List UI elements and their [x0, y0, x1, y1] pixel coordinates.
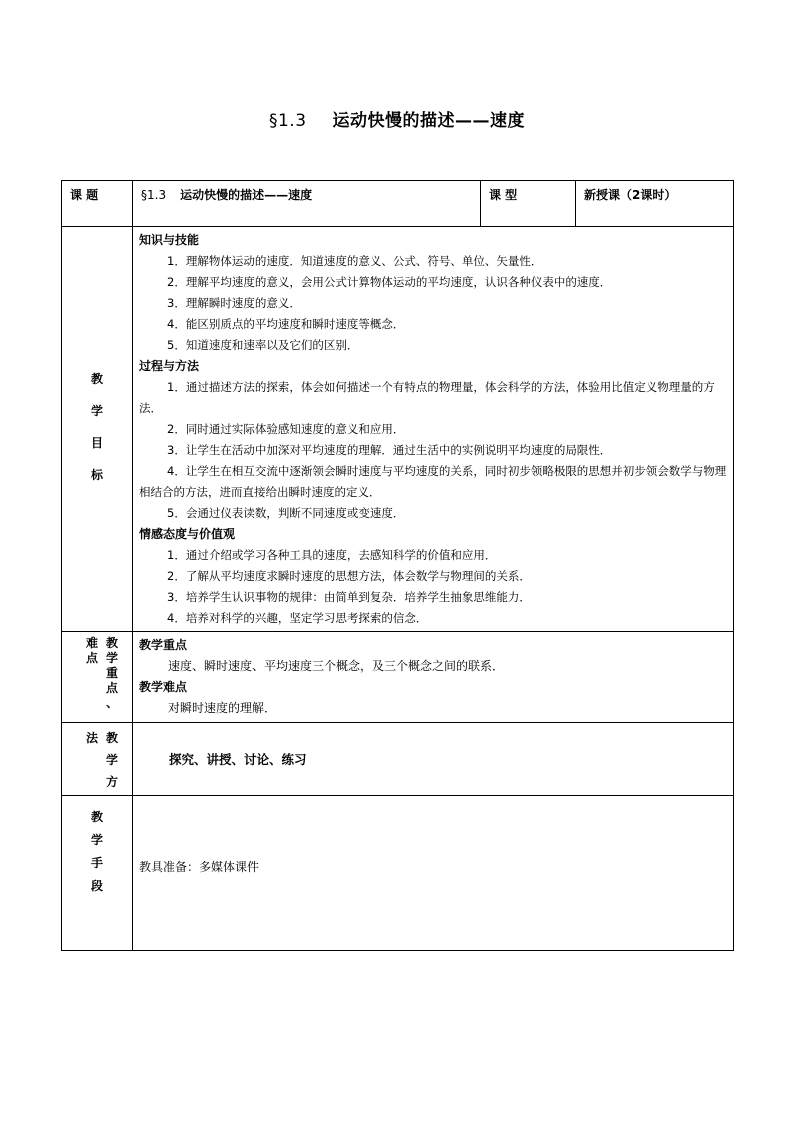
objectives-label-char: 学	[90, 404, 103, 418]
difficulties-label-char: 重	[106, 666, 119, 680]
title-section-number: §1.3	[268, 111, 307, 131]
objectives-label-char: 标	[90, 468, 103, 482]
document-title	[0, 106, 794, 131]
title-name: 运动快慢的描述——速度	[332, 111, 526, 131]
difficulties-label-char: 点	[106, 681, 119, 695]
methods-label-char: 方	[106, 775, 119, 789]
topic-name: 运动快慢的描述——速度	[180, 188, 313, 202]
methods-text: 探究、讲授、讨论、练习	[169, 752, 307, 767]
means-label-char: 手	[90, 856, 103, 870]
means-row	[62, 796, 734, 951]
difficulties-label-char: 难	[86, 636, 99, 650]
key-points-text: 速度、瞬时速度、平均速度三个概念，及三个概念之间的联系．	[168, 659, 505, 673]
objective-item: 5．会通过仪表读数，判断不同速度或变速度．	[167, 506, 405, 520]
difficulties-label-char: 、	[106, 696, 119, 710]
means-label-cell	[62, 796, 133, 951]
type-value: 新授课（2课时）	[584, 188, 677, 202]
objective-item: 2．理解平均速度的意义，会用公式计算物体运动的平均速度，认识各种仪表中的速度．	[167, 275, 612, 289]
hard-points-heading: 教学难点	[139, 680, 188, 694]
process-heading: 过程与方法	[139, 359, 200, 373]
means-label-char: 段	[90, 879, 103, 893]
objective-item: 2．同时通过实际体验感知速度的意义和应用．	[167, 422, 405, 436]
knowledge-heading: 知识与技能	[139, 233, 200, 247]
objective-item: 4．培养对科学的兴趣，坚定学习思考探索的信念．	[167, 611, 428, 625]
methods-label-cell	[62, 723, 133, 796]
topic-section: §1.3	[141, 188, 167, 202]
objective-item: 4．能区别质点的平均速度和瞬时速度等概念．	[167, 317, 405, 331]
key-points-heading: 教学重点	[139, 638, 188, 652]
type-label: 课 型	[489, 188, 518, 202]
objective-item: 1．理解物体运动的速度．知道速度的意义、公式、符号、单位、矢量性．	[167, 254, 543, 268]
objective-item: 4．让学生在相互交流中逐渐领会瞬时速度与平均速度的关系，同时初步领略极限的思想并初步领会数学与物理相结合的方法，进而直接给出瞬时速度的定义．	[139, 464, 727, 499]
objective-item: 5．知道速度和速率以及它们的区别．	[167, 338, 359, 352]
difficulties-label-char: 教	[106, 636, 119, 650]
type-value-cell	[576, 181, 734, 227]
topic-value-cell	[133, 181, 481, 227]
methods-body	[133, 723, 734, 796]
objectives-label-char: 教	[90, 372, 103, 386]
objective-item: 3．理解瞬时速度的意义．	[167, 296, 301, 310]
header-row	[62, 181, 734, 227]
difficulties-label-char: 学	[106, 651, 119, 665]
topic-label-cell	[62, 181, 133, 227]
type-label-cell	[481, 181, 576, 227]
means-text: 教具准备：多媒体课件	[139, 860, 260, 874]
objective-item: 1．通过介绍或学习各种工具的速度，去感知科学的价值和应用．	[167, 548, 497, 562]
objective-item: 3．培养学生认识事物的规律：由简单到复杂．培养学生抽象思维能力．	[167, 590, 531, 604]
methods-label-char: 教	[106, 731, 119, 745]
means-label-char: 学	[90, 833, 103, 847]
objective-item: 3．让学生在活动中加深对平均速度的理解．通过生活中的实例说明平均速度的局限性．	[167, 443, 612, 457]
methods-label-char: 法	[86, 731, 99, 745]
objectives-label-char: 目	[90, 436, 103, 450]
hard-points-text: 对瞬时速度的理解．	[168, 701, 277, 715]
objective-item: 1．通过描述方法的探索，体会如何描述一个有特点的物理量，体会科学的方法，体验用比值定义物理量的方法．	[139, 380, 715, 415]
difficulties-label-cell	[62, 632, 133, 723]
means-label-char: 教	[90, 810, 103, 824]
objective-item: 2．了解从平均速度求瞬时速度的思想方法，体会数学与物理间的关系．	[167, 569, 531, 583]
difficulties-row	[62, 632, 734, 723]
methods-label-char: 学	[106, 753, 119, 767]
objectives-body	[133, 227, 734, 632]
difficulties-body	[133, 632, 734, 723]
means-body	[133, 796, 734, 951]
topic-label: 课 题	[70, 188, 99, 202]
objectives-row	[62, 227, 734, 632]
objectives-label-cell	[62, 227, 133, 632]
attitude-heading: 情感态度与价值观	[139, 527, 236, 541]
lesson-plan-table	[61, 180, 734, 951]
difficulties-label-char: 点	[86, 651, 99, 665]
methods-row	[62, 723, 734, 796]
